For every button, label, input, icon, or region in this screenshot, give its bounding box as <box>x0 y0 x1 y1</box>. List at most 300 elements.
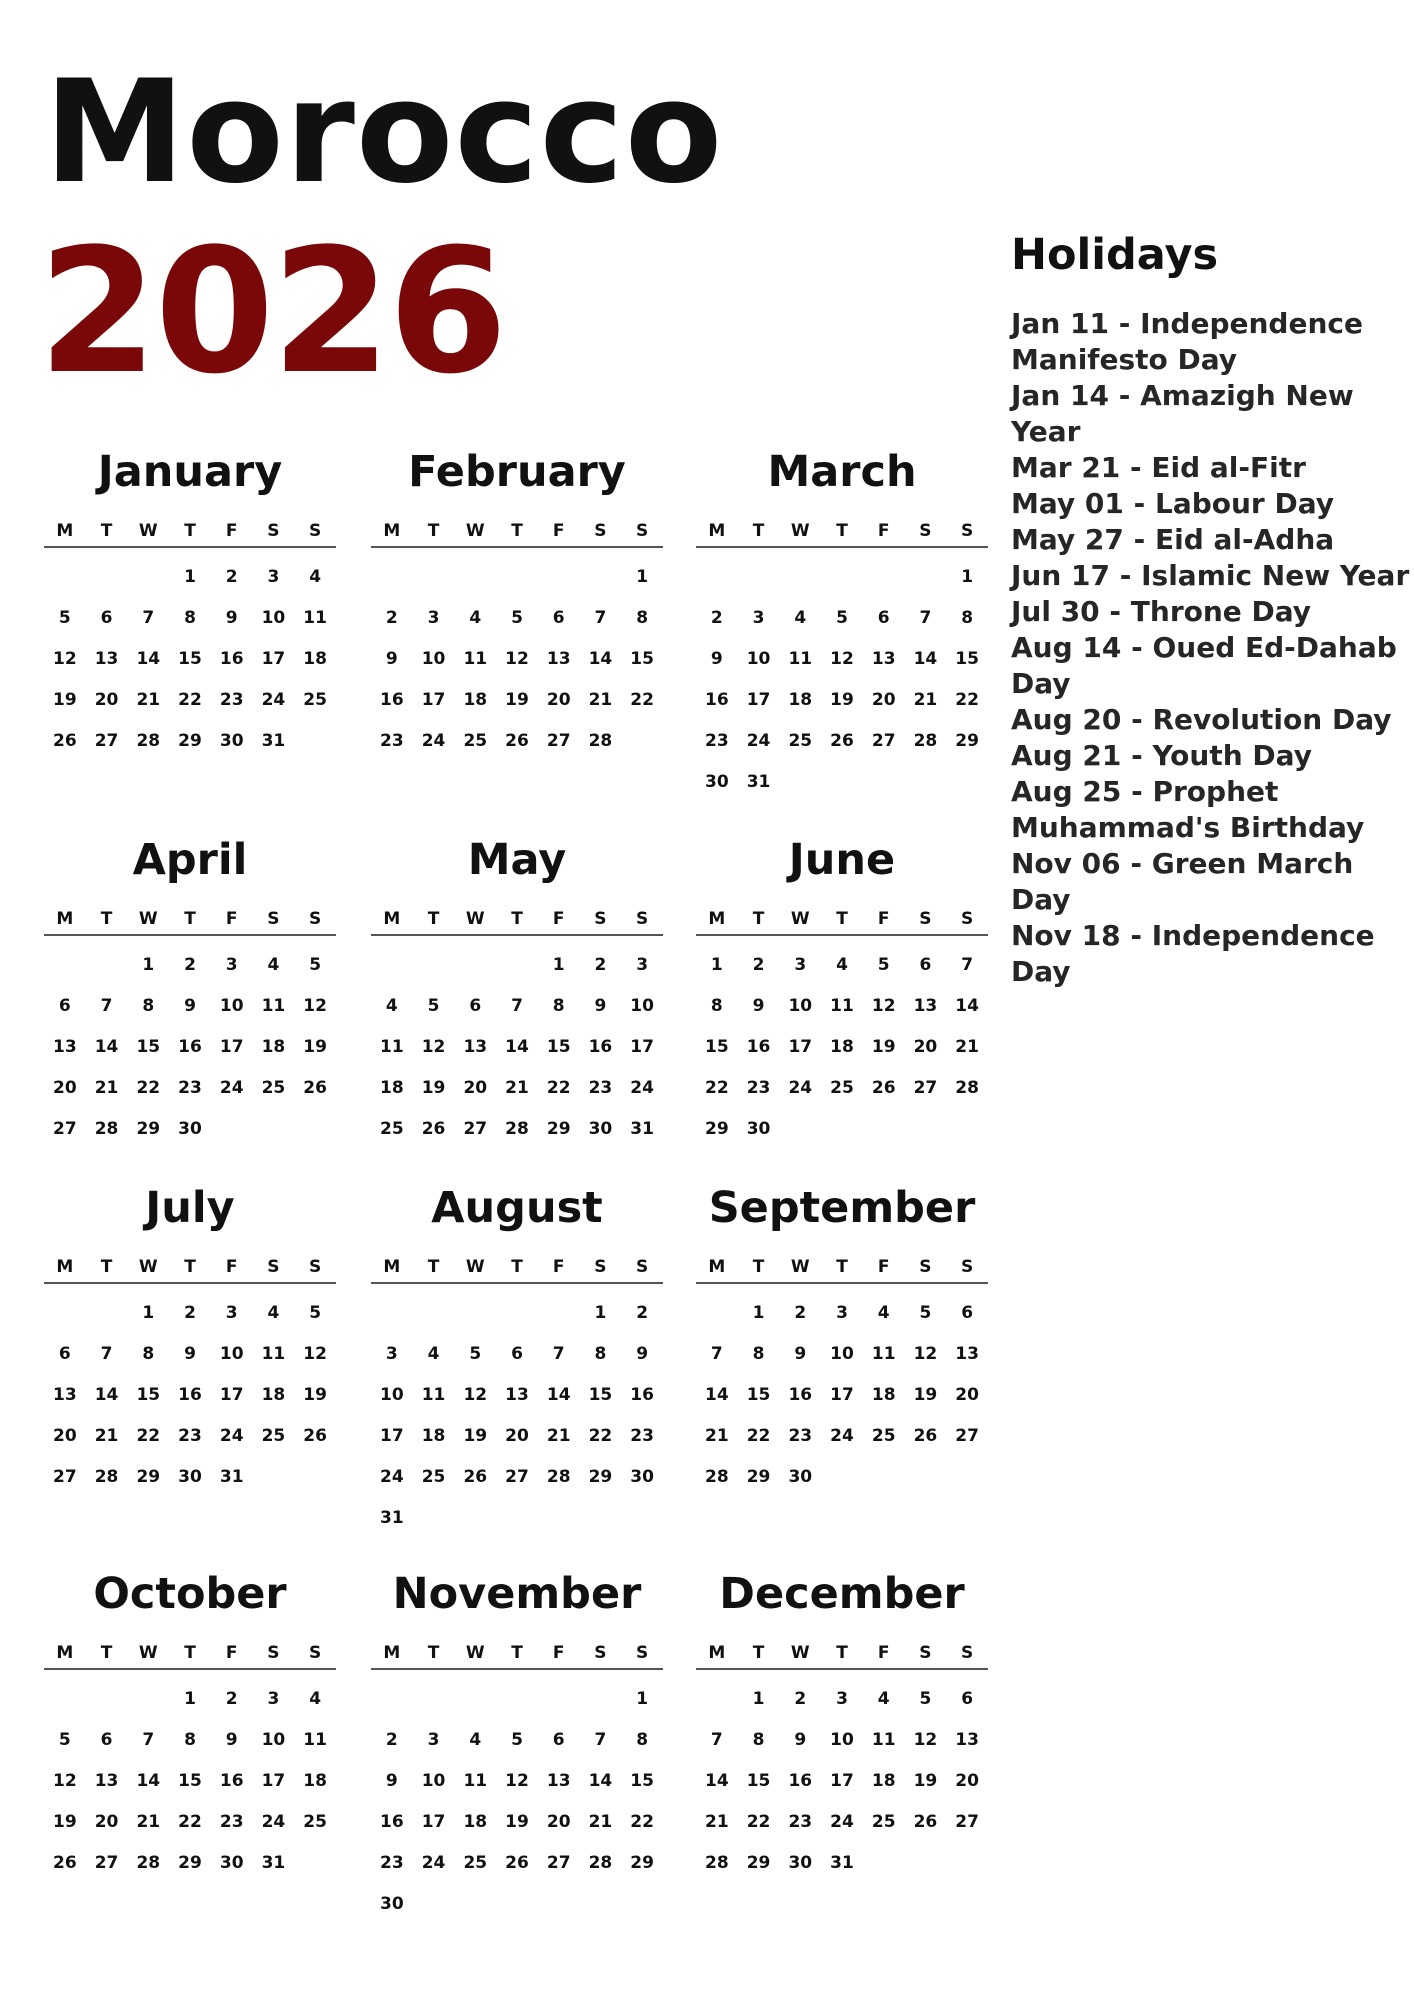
day-cell: 31 <box>261 1853 286 1873</box>
day-cell: 28 <box>94 1467 119 1487</box>
day-cell: 12 <box>505 649 529 669</box>
weekday-header: T <box>821 904 863 936</box>
day-cell: 14 <box>136 1771 161 1791</box>
day-cell: 27 <box>546 731 571 751</box>
day-cell: 9 <box>594 996 607 1016</box>
day-cell: 12 <box>830 649 854 669</box>
day-cell: 7 <box>919 608 932 628</box>
day-cell: 14 <box>913 649 938 669</box>
day-cell: 8 <box>752 1344 765 1364</box>
holiday-item: Jan 11 - Independence Manifesto Day <box>1011 306 1363 376</box>
day-cell: 29 <box>746 1467 771 1487</box>
day-cell: 29 <box>546 1119 571 1139</box>
month-name: May <box>467 835 567 885</box>
day-cell: 18 <box>871 1385 896 1405</box>
empty-day-cell <box>127 1679 169 1720</box>
day-cell: 26 <box>913 1426 938 1446</box>
day-cell: 5 <box>469 1344 482 1364</box>
empty-day-cell <box>127 557 169 598</box>
month-day-grid <box>371 904 663 1150</box>
month-july <box>44 1182 336 1498</box>
day-cell: 29 <box>705 1119 729 1139</box>
day-cell: 14 <box>546 1385 571 1405</box>
day-cell: 8 <box>184 1730 196 1750</box>
day-cell: 12 <box>53 1771 77 1791</box>
weekday-header: T <box>413 1252 455 1284</box>
holiday-item: Jul 30 - Throne Day <box>1011 594 1312 628</box>
day-cell: 29 <box>588 1467 613 1487</box>
day-cell: 10 <box>746 649 771 669</box>
holiday-item: Aug 14 - Oued Ed-Dahab Day <box>1011 630 1397 700</box>
day-cell: 13 <box>871 649 896 669</box>
day-cell: 6 <box>552 1730 565 1750</box>
day-cell: 30 <box>788 1467 813 1487</box>
holiday-item: Aug 21 - Youth Day <box>1011 738 1312 772</box>
day-cell: 24 <box>261 1812 286 1832</box>
day-cell: 20 <box>53 1078 77 1098</box>
day-cell: 1 <box>184 1689 196 1709</box>
weekday-header: S <box>621 1252 663 1284</box>
weekday-header: W <box>779 1252 821 1284</box>
day-cell: 8 <box>752 1730 765 1750</box>
day-cell: 16 <box>380 1812 404 1832</box>
day-cell: 25 <box>788 731 813 751</box>
day-cell: 29 <box>136 1467 161 1487</box>
day-cell: 5 <box>836 608 848 628</box>
day-cell: 10 <box>219 996 244 1016</box>
day-cell: 27 <box>94 731 119 751</box>
weekday-header: W <box>127 1252 169 1284</box>
day-cell: 12 <box>421 1037 446 1057</box>
weekday-header: M <box>44 516 86 548</box>
month-name: September <box>708 1183 976 1233</box>
day-cell: 12 <box>53 649 77 669</box>
day-cell: 27 <box>871 731 896 751</box>
weekday-header: S <box>294 904 336 936</box>
day-cell: 1 <box>961 567 974 587</box>
day-cell: 6 <box>511 1344 523 1364</box>
day-cell: 11 <box>830 996 854 1016</box>
day-cell: 21 <box>705 1426 729 1446</box>
holidays-panel <box>1011 230 1411 990</box>
day-cell: 8 <box>961 608 974 628</box>
day-cell: 18 <box>463 1812 488 1832</box>
day-cell: 27 <box>53 1467 77 1487</box>
day-cell: 14 <box>705 1385 729 1405</box>
empty-day-cell <box>538 1679 580 1720</box>
day-cell: 16 <box>219 1771 244 1791</box>
day-cell: 23 <box>178 1426 202 1446</box>
day-cell: 19 <box>830 690 854 710</box>
weekday-header: F <box>538 516 580 548</box>
day-cell: 2 <box>225 567 238 587</box>
month-may <box>371 834 663 1150</box>
weekday-header: M <box>371 904 413 936</box>
day-cell: 8 <box>710 996 723 1016</box>
day-cell: 20 <box>463 1078 488 1098</box>
day-cell: 19 <box>913 1771 938 1791</box>
day-cell: 1 <box>142 1303 155 1323</box>
day-cell: 30 <box>630 1467 654 1487</box>
weekday-header: T <box>496 1638 538 1670</box>
day-cell: 15 <box>630 1771 654 1791</box>
empty-day-cell <box>496 945 538 986</box>
weekday-header: T <box>169 516 211 548</box>
weekday-header: T <box>169 1252 211 1284</box>
day-cell: 2 <box>794 1689 807 1709</box>
day-cell: 25 <box>421 1467 446 1487</box>
day-cell: 5 <box>427 996 440 1016</box>
weekday-header: M <box>44 904 86 936</box>
day-cell: 15 <box>546 1037 571 1057</box>
day-cell: 16 <box>178 1385 202 1405</box>
day-cell: 29 <box>178 731 202 751</box>
empty-day-cell <box>538 1293 580 1334</box>
day-cell: 2 <box>184 1303 196 1323</box>
day-cell: 15 <box>136 1385 161 1405</box>
day-cell: 7 <box>594 608 607 628</box>
weekday-header: W <box>779 904 821 936</box>
month-february <box>371 446 663 762</box>
day-cell: 1 <box>636 1689 649 1709</box>
day-cell: 10 <box>261 1730 286 1750</box>
empty-day-cell <box>496 1293 538 1334</box>
month-day-grid <box>371 1638 663 1925</box>
month-day-grid <box>696 1252 988 1498</box>
weekday-header: S <box>946 516 988 548</box>
day-cell: 25 <box>830 1078 854 1098</box>
day-cell: 16 <box>746 1037 771 1057</box>
day-cell: 12 <box>505 1771 529 1791</box>
holiday-item: Aug 25 - Prophet Muhammad's Birthday <box>1011 774 1365 844</box>
day-cell: 2 <box>385 608 398 628</box>
day-cell: 4 <box>427 1344 440 1364</box>
day-cell: 10 <box>219 1344 244 1364</box>
day-cell: 9 <box>794 1344 807 1364</box>
day-cell: 8 <box>636 1730 649 1750</box>
day-cell: 22 <box>178 690 202 710</box>
day-cell: 19 <box>463 1426 488 1446</box>
day-cell: 13 <box>53 1385 77 1405</box>
weekday-header: T <box>86 516 128 548</box>
weekday-header: S <box>621 904 663 936</box>
month-name: June <box>788 835 896 885</box>
weekday-header: T <box>496 904 538 936</box>
day-cell: 3 <box>427 1730 440 1750</box>
day-cell: 6 <box>469 996 482 1016</box>
weekday-header: T <box>821 516 863 548</box>
day-cell: 4 <box>267 955 280 975</box>
day-cell: 28 <box>588 1853 613 1873</box>
weekday-header: F <box>863 1638 905 1670</box>
day-cell: 10 <box>788 996 813 1016</box>
weekday-header: F <box>211 1252 253 1284</box>
weekday-header: S <box>580 904 622 936</box>
day-cell: 18 <box>463 690 488 710</box>
day-cell: 7 <box>961 955 974 975</box>
holidays-heading: Holidays <box>1011 230 1219 280</box>
day-cell: 17 <box>746 690 771 710</box>
day-cell: 5 <box>877 955 890 975</box>
day-cell: 4 <box>309 567 322 587</box>
day-cell: 19 <box>871 1037 896 1057</box>
day-cell: 18 <box>830 1037 854 1057</box>
month-name: December <box>719 1569 965 1619</box>
holiday-item: May 27 - Eid al-Adha <box>1011 522 1335 556</box>
day-cell: 1 <box>636 567 649 587</box>
day-cell: 28 <box>546 1467 571 1487</box>
day-cell: 6 <box>919 955 932 975</box>
day-cell: 7 <box>142 1730 155 1750</box>
day-cell: 28 <box>505 1119 529 1139</box>
day-cell: 17 <box>421 690 446 710</box>
day-cell: 9 <box>752 996 765 1016</box>
month-september <box>696 1182 988 1498</box>
weekday-header: W <box>454 516 496 548</box>
month-day-grid <box>44 904 336 1150</box>
day-cell: 6 <box>100 1730 113 1750</box>
day-cell: 15 <box>136 1037 161 1057</box>
day-cell: 26 <box>913 1812 938 1832</box>
day-cell: 3 <box>752 608 765 628</box>
day-cell: 31 <box>380 1508 404 1528</box>
day-cell: 22 <box>630 1812 654 1832</box>
empty-day-cell <box>496 557 538 598</box>
empty-day-cell <box>86 1679 128 1720</box>
weekday-header: S <box>294 1252 336 1284</box>
weekday-header: S <box>621 516 663 548</box>
day-cell: 4 <box>836 955 848 975</box>
day-cell: 14 <box>588 1771 613 1791</box>
day-cell: 4 <box>877 1303 890 1323</box>
day-cell: 8 <box>142 1344 155 1364</box>
day-cell: 26 <box>303 1426 327 1446</box>
day-cell: 4 <box>469 1730 482 1750</box>
day-cell: 28 <box>136 1853 161 1873</box>
day-cell: 25 <box>871 1426 896 1446</box>
day-cell: 18 <box>261 1037 286 1057</box>
day-cell: 14 <box>505 1037 529 1057</box>
day-cell: 13 <box>546 1771 571 1791</box>
day-cell: 20 <box>53 1426 77 1446</box>
day-cell: 9 <box>184 1344 196 1364</box>
day-cell: 30 <box>788 1853 813 1873</box>
day-cell: 23 <box>178 1078 202 1098</box>
day-cell: 2 <box>594 955 607 975</box>
day-cell: 11 <box>463 1771 488 1791</box>
day-cell: 9 <box>225 608 238 628</box>
day-cell: 20 <box>546 1812 571 1832</box>
day-cell: 8 <box>594 1344 607 1364</box>
day-cell: 5 <box>309 1303 322 1323</box>
weekday-header: T <box>738 1252 780 1284</box>
day-cell: 1 <box>594 1303 607 1323</box>
holiday-list <box>1011 306 1411 990</box>
day-cell: 19 <box>303 1385 327 1405</box>
holiday-item: Aug 20 - Revolution Day <box>1011 702 1392 736</box>
day-cell: 11 <box>303 608 327 628</box>
holiday-item: Nov 06 - Green March Day <box>1011 846 1354 916</box>
day-cell: 15 <box>588 1385 613 1405</box>
day-cell: 25 <box>303 690 327 710</box>
day-cell: 11 <box>261 1344 286 1364</box>
day-cell: 13 <box>955 1730 979 1750</box>
day-cell: 17 <box>421 1812 446 1832</box>
day-cell: 14 <box>705 1771 729 1791</box>
day-cell: 9 <box>225 1730 238 1750</box>
day-cell: 27 <box>913 1078 938 1098</box>
day-cell: 21 <box>546 1426 571 1446</box>
day-cell: 1 <box>752 1303 765 1323</box>
day-cell: 14 <box>94 1037 119 1057</box>
day-cell: 18 <box>303 649 327 669</box>
day-cell: 22 <box>746 1426 771 1446</box>
weekday-header: S <box>253 904 295 936</box>
day-cell: 6 <box>58 996 71 1016</box>
day-cell: 11 <box>380 1037 404 1057</box>
day-cell: 4 <box>877 1689 890 1709</box>
day-cell: 17 <box>788 1037 813 1057</box>
month-day-grid <box>44 516 336 762</box>
day-cell: 16 <box>788 1771 813 1791</box>
weekday-header: T <box>86 1252 128 1284</box>
day-cell: 9 <box>636 1344 649 1364</box>
day-cell: 27 <box>955 1812 979 1832</box>
weekday-header: W <box>454 904 496 936</box>
day-cell: 16 <box>588 1037 613 1057</box>
day-cell: 16 <box>630 1385 654 1405</box>
day-cell: 17 <box>630 1037 654 1057</box>
day-cell: 29 <box>630 1853 654 1873</box>
day-cell: 3 <box>836 1303 848 1323</box>
day-cell: 15 <box>630 649 654 669</box>
day-cell: 31 <box>630 1119 654 1139</box>
weekday-header: T <box>821 1252 863 1284</box>
day-cell: 1 <box>552 955 565 975</box>
weekday-header: W <box>127 516 169 548</box>
empty-day-cell <box>413 557 455 598</box>
holiday-item: Jan 14 - Amazigh New Year <box>1011 378 1354 448</box>
day-cell: 18 <box>303 1771 327 1791</box>
month-december <box>696 1568 988 1884</box>
day-cell: 29 <box>955 731 979 751</box>
day-cell: 23 <box>219 690 244 710</box>
day-cell: 5 <box>58 1730 71 1750</box>
day-cell: 20 <box>955 1771 979 1791</box>
month-november <box>371 1568 663 1925</box>
weekday-header: S <box>253 516 295 548</box>
empty-day-cell <box>580 557 622 598</box>
day-cell: 20 <box>94 1812 119 1832</box>
day-cell: 3 <box>794 955 807 975</box>
day-cell: 25 <box>871 1812 896 1832</box>
day-cell: 17 <box>830 1385 854 1405</box>
day-cell: 8 <box>142 996 155 1016</box>
day-cell: 7 <box>100 1344 113 1364</box>
day-cell: 25 <box>303 1812 327 1832</box>
weekday-header: M <box>696 516 738 548</box>
empty-day-cell <box>905 557 947 598</box>
day-cell: 28 <box>705 1853 729 1873</box>
weekday-header: S <box>905 904 947 936</box>
empty-day-cell <box>696 1679 738 1720</box>
day-cell: 10 <box>261 608 286 628</box>
day-cell: 22 <box>955 690 979 710</box>
empty-day-cell <box>44 945 86 986</box>
weekday-header: T <box>86 904 128 936</box>
day-cell: 17 <box>380 1426 404 1446</box>
empty-day-cell <box>86 945 128 986</box>
day-cell: 5 <box>58 608 71 628</box>
day-cell: 3 <box>427 608 440 628</box>
day-cell: 12 <box>913 1344 938 1364</box>
day-cell: 7 <box>552 1344 565 1364</box>
day-cell: 19 <box>505 690 529 710</box>
day-cell: 15 <box>746 1385 771 1405</box>
day-cell: 26 <box>463 1467 488 1487</box>
weekday-header: T <box>169 1638 211 1670</box>
day-cell: 30 <box>705 772 729 792</box>
day-cell: 10 <box>380 1385 404 1405</box>
day-cell: 31 <box>830 1853 854 1873</box>
month-day-grid <box>371 1252 663 1539</box>
weekday-header: T <box>496 516 538 548</box>
empty-day-cell <box>413 945 455 986</box>
day-cell: 26 <box>421 1119 446 1139</box>
empty-day-cell <box>371 557 413 598</box>
day-cell: 30 <box>178 1119 202 1139</box>
day-cell: 14 <box>94 1385 119 1405</box>
day-cell: 3 <box>636 955 649 975</box>
day-cell: 17 <box>261 649 286 669</box>
weekday-header: M <box>696 904 738 936</box>
day-cell: 6 <box>552 608 565 628</box>
day-cell: 11 <box>303 1730 327 1750</box>
day-cell: 7 <box>710 1344 723 1364</box>
weekday-header: S <box>946 1638 988 1670</box>
day-cell: 12 <box>913 1730 938 1750</box>
weekday-header: T <box>86 1638 128 1670</box>
weekday-header: M <box>44 1638 86 1670</box>
day-cell: 17 <box>219 1037 244 1057</box>
day-cell: 19 <box>421 1078 446 1098</box>
empty-day-cell <box>696 557 738 598</box>
day-cell: 24 <box>380 1467 404 1487</box>
day-cell: 13 <box>505 1385 529 1405</box>
day-cell: 9 <box>385 1771 398 1791</box>
weekday-header: S <box>580 1638 622 1670</box>
holiday-item: May 01 - Labour Day <box>1011 486 1335 520</box>
weekday-header: S <box>580 1252 622 1284</box>
day-cell: 18 <box>421 1426 446 1446</box>
empty-day-cell <box>580 1679 622 1720</box>
month-day-grid <box>696 1638 988 1884</box>
empty-day-cell <box>863 557 905 598</box>
day-cell: 23 <box>705 731 729 751</box>
weekday-header: W <box>454 1252 496 1284</box>
empty-day-cell <box>821 557 863 598</box>
day-cell: 10 <box>830 1344 854 1364</box>
day-cell: 11 <box>261 996 286 1016</box>
weekday-header: S <box>294 516 336 548</box>
day-cell: 2 <box>184 955 196 975</box>
day-cell: 20 <box>94 690 119 710</box>
empty-day-cell <box>371 945 413 986</box>
day-cell: 26 <box>830 731 854 751</box>
day-cell: 23 <box>788 1812 813 1832</box>
day-cell: 2 <box>752 955 765 975</box>
month-october <box>44 1568 336 1884</box>
